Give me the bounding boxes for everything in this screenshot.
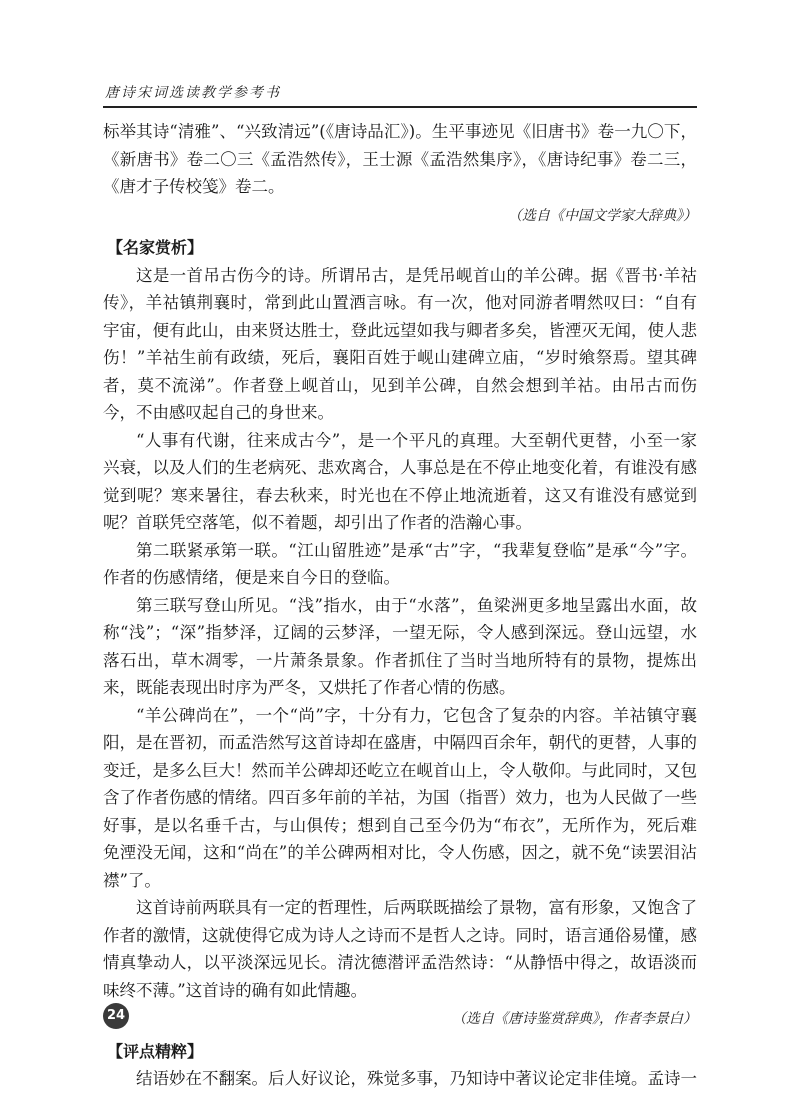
page-number-badge: 24 <box>103 1003 129 1029</box>
header-rule <box>103 106 697 108</box>
section-title-commentary: 【评点精粹】 <box>107 1041 204 1061</box>
running-header: 唐诗宋词选读教学参考书 <box>105 85 281 101</box>
analysis-paragraph: 这是一首吊古伤今的诗。所谓吊古，是凭吊岘首山的羊公碑。据《晋书·羊祜传》，羊祜镇荆襄时，常到此山置酒言咏。有一次，他对同游者喟然叹曰：“自有宇宙，便有此山，由来贤达胜士，登此远望如我与卿者多矣，皆湮灭无闻，使人悲伤！”羊祜生前有政绩，死后，襄阳百姓于岘山建碑立庙，“岁时飨祭焉。望其碑者，莫不流涕”。作者登上岘首山，见到羊公碑，自然会想到羊祜。由吊古而伤今，不由感叹起自己的身世来。 <box>103 265 697 422</box>
page-body <box>103 118 697 1093</box>
intro-paragraph: 标举其诗“清雅”、“兴致清远”(《唐诗品汇》)。生平事迹见《旧唐书》卷一九〇下，《新唐书》卷二〇三《孟浩然传》，王士源《孟浩然集序》，《唐诗纪事》卷二三，《唐才子传校笺》卷二。 <box>103 122 697 196</box>
commentary-paragraph: 结语妙在不翻案。后人好议论，殊觉多事，乃知诗中著议论定非佳境。孟诗一 <box>136 1069 697 1088</box>
analysis-paragraph: 第三联写登山所见。“浅”指水，由于“水落”，鱼梁洲更多地呈露出水面，故称“浅”；“深”指梦泽，辽阔的云梦泽，一望无际，令人感到深远。登山远望，水落石出，草木凋零，一片萧条景象。作者抓住了当时当地所特有的景物，提炼出来，既能表现出时序为严冬，又烘托了作者心情的伤感。 <box>103 595 697 697</box>
analysis-paragraph: 这首诗前两联具有一定的哲理性，后两联既描绘了景物，富有形象，又饱含了作者的激情，这就使得它成为诗人之诗而不是哲人之诗。同时，语言通俗易懂，感情真挚动人，以平淡深远见长。清沈德潜评孟浩然诗：“从静悟中得之，故语淡而味终不薄。”这首诗的确有如此情趣。 <box>103 898 697 1000</box>
analysis-paragraph: 第二联紧承第一联。“江山留胜迹”是承“古”字，“我辈复登临”是承“今”字。作者的伤感情绪，便是来自今日的登临。 <box>103 540 697 587</box>
analysis-paragraph: “羊公碑尚在”，一个“尚”字，十分有力，它包含了复杂的内容。羊祜镇守襄阳，是在晋初，而孟浩然写这首诗却在盛唐，中隔四百余年，朝代的更替，人事的变迁，是多么巨大！然而羊公碑却还屹立在岘首山上，令人敬仰。与此同时，又包含了作者伤感的情绪。四百多年前的羊祜，为国（指晋）效力，也为人民做了一些好事，是以名垂千古，与山俱传；想到自己至今仍为“布衣”，无所作为，死后难免湮没无闻，这和“尚在”的羊公碑两相对比，令人伤感，因之，就不免“读罢泪沾襟”了。 <box>103 705 697 890</box>
intro-source: （选自《中国文学家大辞典》） <box>508 207 697 224</box>
analysis-paragraph: “人事有代谢，往来成古今”，是一个平凡的真理。大至朝代更替，小至一家兴衰，以及人们的生老病死、悲欢离合，人事总是在不停止地变化着，有谁没有感觉到呢？寒来暑往，春去秋来，时光也在不停止地流逝着，这又有谁没有感觉到呢？首联凭空落笔，似不着题，却引出了作者的浩瀚心事。 <box>103 430 697 532</box>
section-title-expert-analysis: 【名家赏析】 <box>107 238 204 257</box>
analysis-source: （选自《唐诗鉴赏辞典》，作者李景白） <box>452 1011 697 1027</box>
